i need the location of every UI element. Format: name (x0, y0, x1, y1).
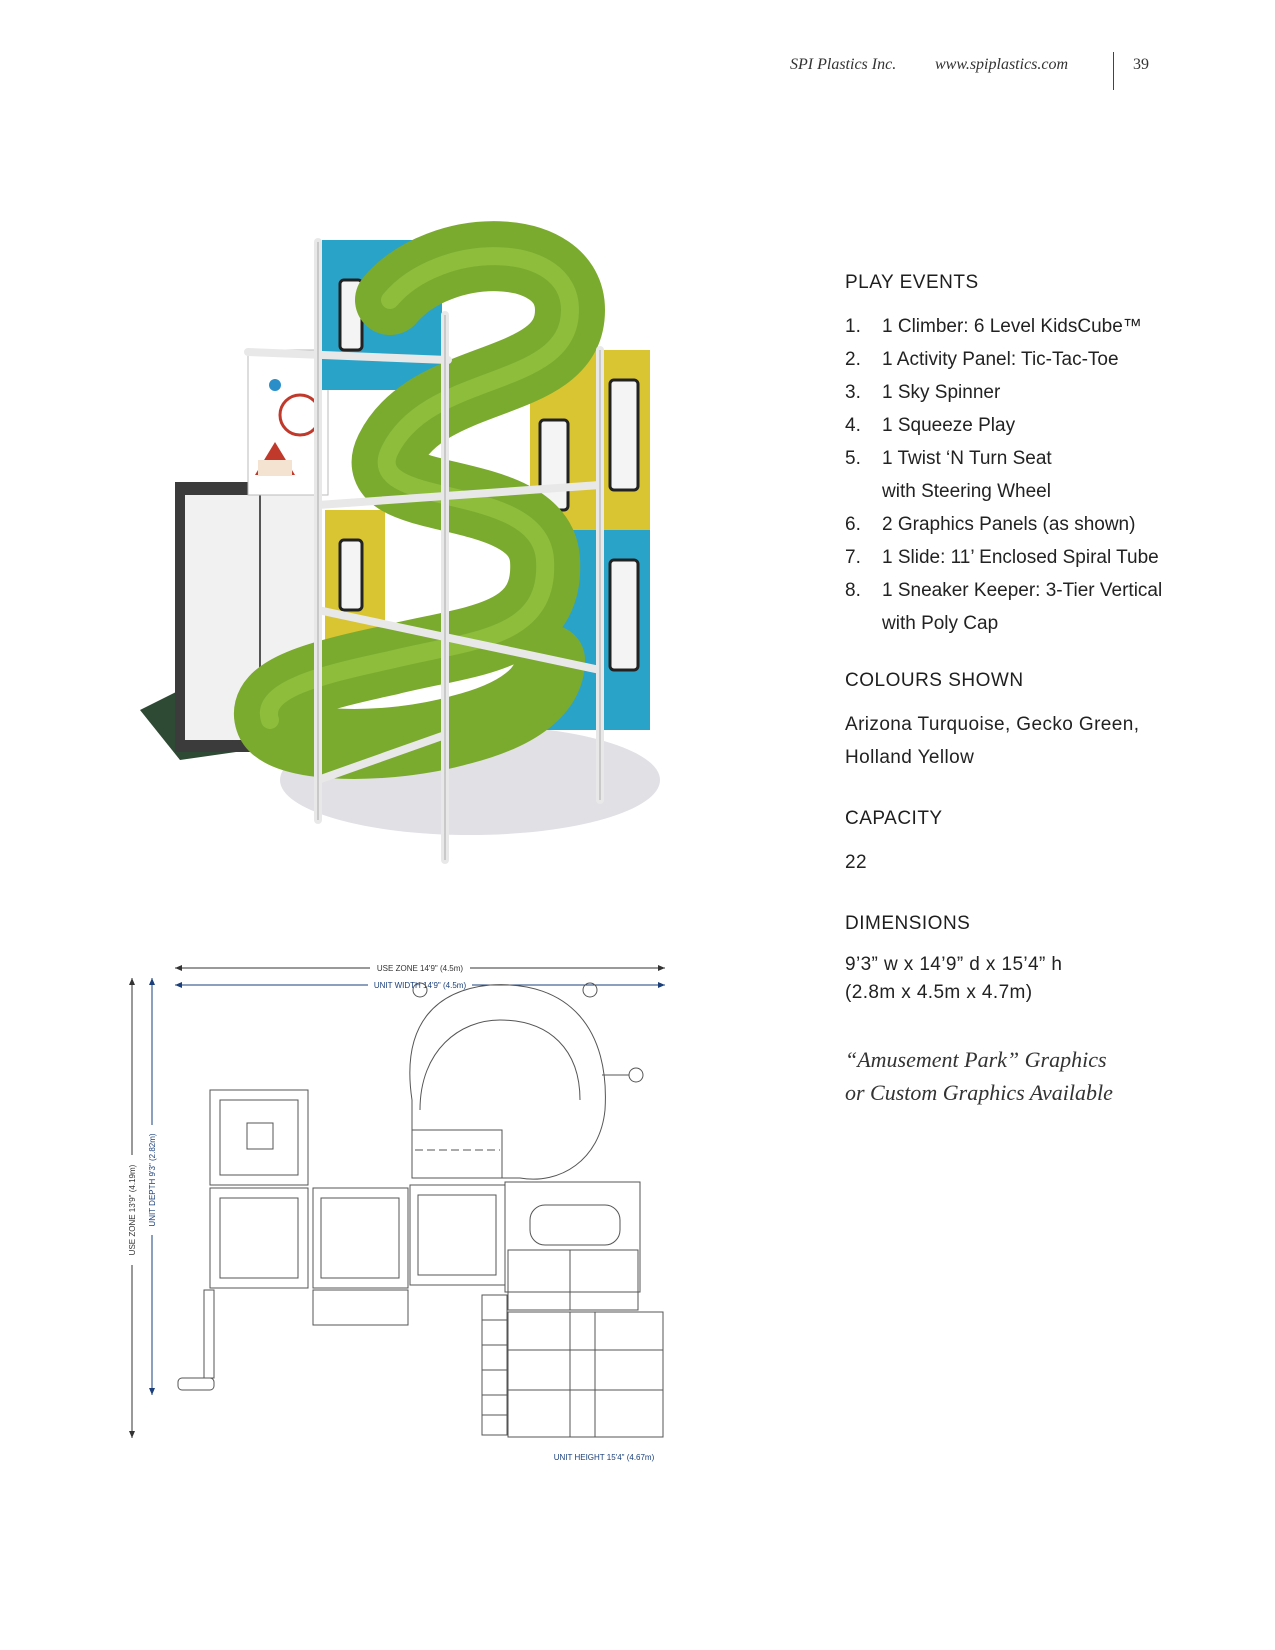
play-event-text: with Poly Cap (882, 613, 999, 634)
play-event-item (845, 475, 1225, 508)
play-event-item (845, 508, 1225, 541)
plan-drawing (120, 960, 720, 1540)
header-divider (1113, 52, 1114, 90)
dimensions-imperial: 9’3” w x 14’9” d x 15’4” h (845, 954, 1063, 975)
play-event-number: 3. (845, 382, 861, 403)
play-event-item (845, 442, 1225, 475)
dimensions-text (845, 951, 1225, 1007)
company-url: www.spiplastics.com (935, 56, 1069, 73)
page-number: 39 (1133, 56, 1149, 73)
colours-title: COLOURS SHOWN (845, 670, 1024, 691)
colours-line-1: Arizona Turquoise, Gecko Green, (845, 714, 1140, 735)
play-event-number: 5. (845, 448, 861, 469)
play-event-text: 1 Activity Panel: Tic-Tac-Toe (882, 349, 1119, 370)
play-events-title: PLAY EVENTS (845, 272, 979, 293)
play-event-text: 1 Squeeze Play (882, 415, 1016, 436)
unit-width-label: UNIT WIDTH 14'9" (4.5m) (373, 981, 467, 990)
play-event-number: 8. (845, 580, 861, 601)
play-event-text: with Steering Wheel (882, 481, 1051, 502)
play-event-text: 1 Sneaker Keeper: 3-Tier Vertical (882, 580, 1163, 601)
company-name: SPI Plastics Inc. (790, 56, 897, 73)
play-event-item (845, 409, 1225, 442)
play-event-number: 6. (845, 514, 861, 535)
use-zone-depth-line (125, 978, 139, 1438)
play-event-item (845, 541, 1225, 574)
dimensions-title: DIMENSIONS (845, 913, 971, 934)
page-header (790, 52, 1190, 92)
colours-line-2: Holland Yellow (845, 747, 975, 768)
dimensions-metric: (2.8m x 4.5m x 4.7m) (845, 982, 1033, 1003)
unit-depth-line (145, 978, 159, 1395)
play-event-item (845, 310, 1225, 343)
play-event-item (845, 376, 1225, 409)
use-zone-depth-label: USE ZONE 13'9" (4.19m) (128, 1164, 137, 1256)
play-event-item (845, 343, 1225, 376)
unit-height-label: UNIT HEIGHT 15'4" (4.67m) (553, 1453, 655, 1462)
play-event-number: 2. (845, 349, 861, 370)
capacity-value: 22 (845, 852, 867, 873)
graphics-note-line-2: or Custom Graphics Available (845, 1080, 1113, 1105)
graphics-note (845, 1043, 1225, 1109)
use-zone-width-label: USE ZONE 14'9" (4.5m) (376, 964, 464, 973)
colours-text (845, 708, 1225, 774)
play-events-list (845, 310, 1225, 640)
spec-column (845, 272, 1225, 1109)
play-event-text: 1 Twist ‘N Turn Seat (882, 448, 1052, 469)
play-event-number: 7. (845, 547, 861, 568)
play-event-number: 4. (845, 415, 861, 436)
graphics-note-line-1: “Amusement Park” Graphics (845, 1047, 1107, 1072)
product-rendering (140, 220, 700, 920)
play-event-number: 1. (845, 316, 861, 337)
play-event-text: 1 Climber: 6 Level KidsCube™ (882, 316, 1142, 337)
play-event-text: 1 Slide: 11’ Enclosed Spiral Tube (882, 547, 1159, 568)
unit-width-line (175, 979, 665, 991)
unit-depth-label: UNIT DEPTH 9'3" (2.82m) (148, 1133, 157, 1227)
play-event-text: 2 Graphics Panels (as shown) (882, 514, 1136, 535)
play-event-item (845, 607, 1225, 640)
use-zone-width-line (175, 962, 665, 974)
capacity-title: CAPACITY (845, 808, 943, 829)
play-event-text: 1 Sky Spinner (882, 382, 1001, 403)
play-event-item (845, 574, 1225, 607)
